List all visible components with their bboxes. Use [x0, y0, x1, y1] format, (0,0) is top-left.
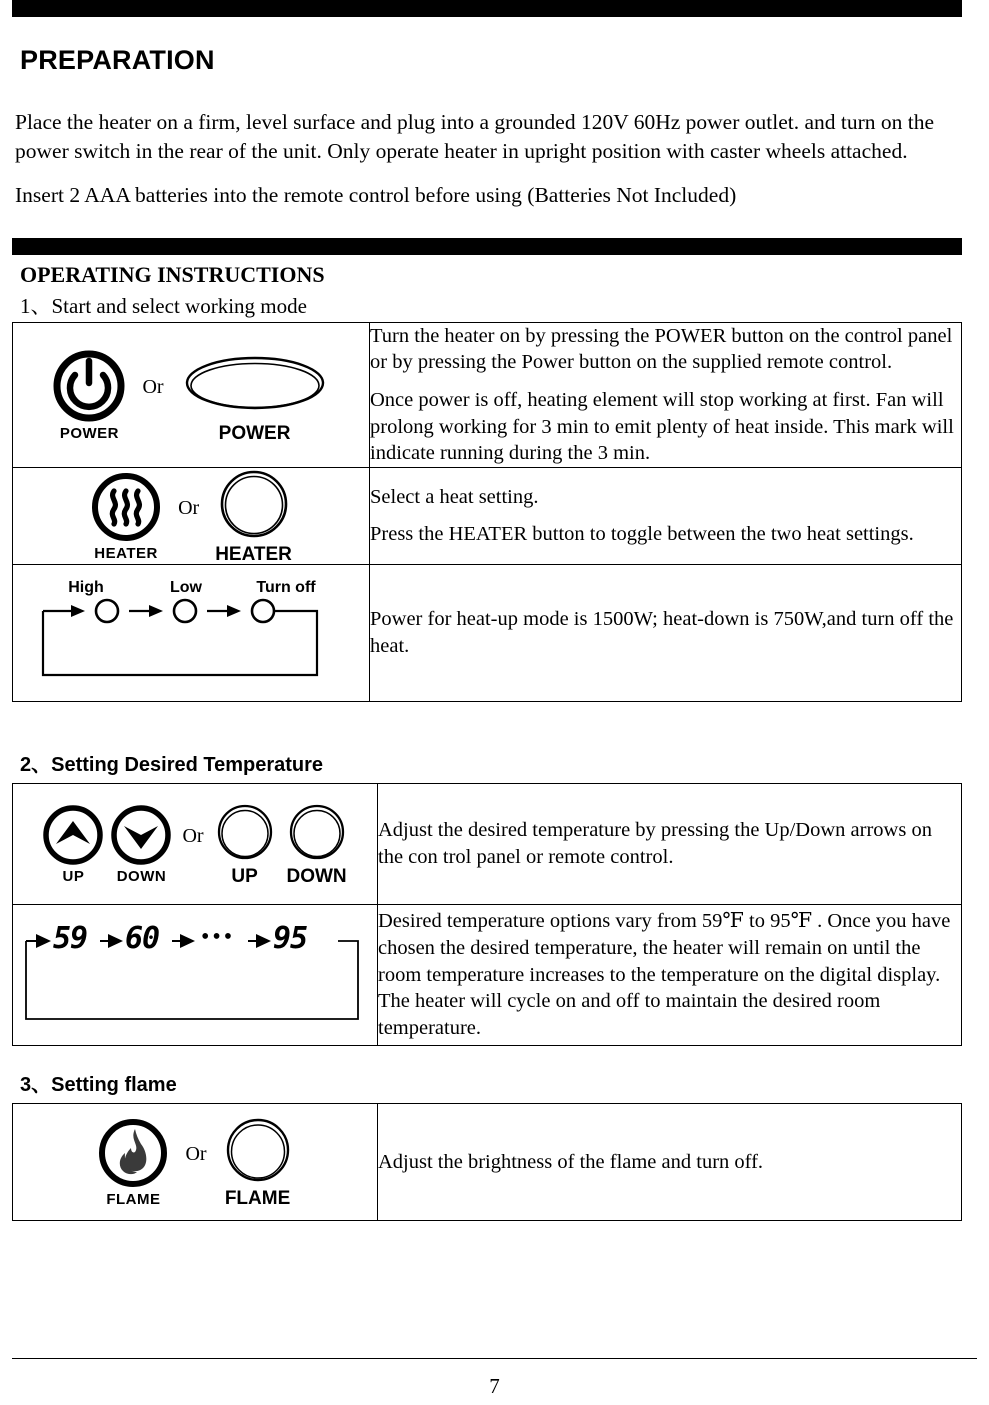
- remote-circle-flame-icon: [223, 1116, 293, 1186]
- table-setting-flame: [12, 1103, 962, 1221]
- panel-power-button[interactable]: [52, 349, 126, 441]
- footer-divider: [12, 1358, 977, 1359]
- heat-cycle-arrows-icon: [31, 597, 341, 685]
- table-row-heat-cycle: [13, 564, 962, 701]
- power-text-1: Turn the heater on by pressing the POWER button on the control panel or by pressing the Power button on the supplied remote control.: [370, 324, 953, 374]
- panel-power-label: POWER: [59, 424, 120, 442]
- table-working-mode: [12, 322, 962, 702]
- preparation-paragraph-1: Place the heater on a firm, level surface and plug into a grounded 120V 60Hz power outlet. and turn on the power switch in the rear of the unit. Only operate heater in upright position with caster wheels attached.: [15, 110, 935, 163]
- or-separator-power: Or: [142, 376, 164, 399]
- remote-circle-down-icon: [286, 802, 348, 864]
- panel-down-label: DOWN: [116, 867, 167, 885]
- panel-heater-label: HEATER: [94, 544, 158, 562]
- heading-section-1: 1、Start and select working mode: [20, 293, 307, 318]
- remote-down-label: DOWN: [286, 865, 347, 887]
- heat-cycle-diagram-cell: [13, 564, 370, 701]
- temp-value-next: 60: [125, 920, 160, 956]
- remote-up-label: UP: [231, 865, 258, 887]
- power-description-cell: [370, 322, 962, 467]
- remote-up-button[interactable]: [214, 802, 276, 886]
- table-desired-temperature: [12, 783, 962, 1046]
- table-row-power: [13, 322, 962, 467]
- flame-icon: [97, 1117, 169, 1189]
- heater-text-2: Press the HEATER button to toggle between the two heat settings.: [370, 523, 914, 546]
- heat-cycle-text-1: Power for heat-up mode is 1500W; heat-down is 750W,and turn off the heat.: [370, 608, 954, 657]
- heat-cycle-label-high: High: [68, 578, 104, 596]
- temp-range-diagram-cell: [13, 904, 378, 1045]
- remote-circle-up-icon: [214, 802, 276, 864]
- or-separator-heater: Or: [178, 497, 200, 520]
- table-row-heater: [13, 467, 962, 564]
- remote-flame-label: FLAME: [224, 1187, 291, 1209]
- section-divider-bar-top: [12, 0, 962, 17]
- panel-flame-button[interactable]: [97, 1117, 169, 1207]
- or-separator-updown: Or: [182, 825, 204, 848]
- remote-down-button[interactable]: [286, 802, 348, 886]
- heat-cycle-label-low: Low: [170, 578, 202, 596]
- power-symbol-icon: [52, 349, 126, 423]
- updown-text-1: Adjust the desired temperature by pressing the Up/Down arrows on the con trol panel or remote control.: [378, 819, 932, 868]
- remote-heater-button[interactable]: [215, 468, 292, 564]
- heater-icon-cell: [13, 467, 370, 564]
- section-divider-bar-operating: [12, 238, 962, 255]
- panel-down-button[interactable]: [110, 804, 172, 884]
- panel-up-label: UP: [62, 867, 85, 885]
- remote-oval-icon: [180, 347, 330, 421]
- heater-description-cell: [370, 467, 962, 564]
- power-icon-cell: [13, 322, 370, 467]
- temp-value-max: 95: [273, 920, 308, 956]
- preparation-paragraph-2: Insert 2 AAA batteries into the remote control before using (Batteries Not Included): [15, 183, 737, 208]
- heat-cycle-label-turnoff: Turn off: [256, 578, 316, 596]
- panel-heater-button[interactable]: [90, 471, 162, 561]
- temp-value-ellipsis: •••: [201, 923, 236, 950]
- page-title-preparation: PREPARATION: [20, 45, 215, 75]
- heading-section-3: 3、Setting flame: [20, 1073, 177, 1096]
- heater-text-1: Select a heat setting.: [370, 485, 539, 508]
- table-row-flame: [13, 1103, 962, 1220]
- flame-text-1: Adjust the brightness of the flame and turn off.: [378, 1150, 764, 1173]
- panel-flame-label: FLAME: [106, 1190, 161, 1208]
- remote-heater-label: HEATER: [215, 543, 292, 565]
- chevron-down-icon: [110, 804, 172, 866]
- heat-waves-icon: [90, 471, 162, 543]
- updown-description-cell: [378, 783, 962, 904]
- heading-operating-instructions: OPERATING INSTRUCTIONS: [20, 261, 325, 287]
- page-number: 7: [489, 1374, 500, 1398]
- table-row-temp-range: [13, 904, 962, 1045]
- temp-range-description-cell: [378, 904, 962, 1045]
- panel-up-button[interactable]: [42, 804, 104, 884]
- remote-power-button[interactable]: [180, 347, 330, 443]
- remote-circle-icon: [217, 468, 291, 542]
- table-row-updown: [13, 783, 962, 904]
- temp-range-text-1: Desired temperature options vary from 59℉ to 95℉ . Once you have chosen the desired temperature, the heater will remain on until the room temperature increases to the temperature on the digital display. The heater will cycle on and off to maintain the desired room temperature.: [378, 910, 951, 1039]
- updown-icon-cell: [13, 783, 378, 904]
- chevron-up-icon: [42, 804, 104, 866]
- heat-cycle-description-cell: [370, 564, 962, 701]
- heat-cycle-diagram: [31, 579, 351, 685]
- flame-description-cell: [378, 1103, 962, 1220]
- temp-value-min: 59: [53, 920, 88, 956]
- power-text-2: Once power is off, heating element will stop working at first. Fan will prolong working for 3 min to emit plenty of heat inside. This mark will indicate running during the 3 min.: [370, 389, 954, 465]
- heading-section-2: 2、Setting Desired Temperature: [20, 753, 324, 776]
- temp-range-diagram: [20, 915, 370, 1031]
- heat-cycle-labels: [31, 579, 351, 597]
- remote-flame-button[interactable]: [223, 1116, 293, 1208]
- flame-icon-cell: [13, 1103, 378, 1220]
- or-separator-flame: Or: [185, 1143, 207, 1166]
- remote-power-label: POWER: [218, 422, 291, 444]
